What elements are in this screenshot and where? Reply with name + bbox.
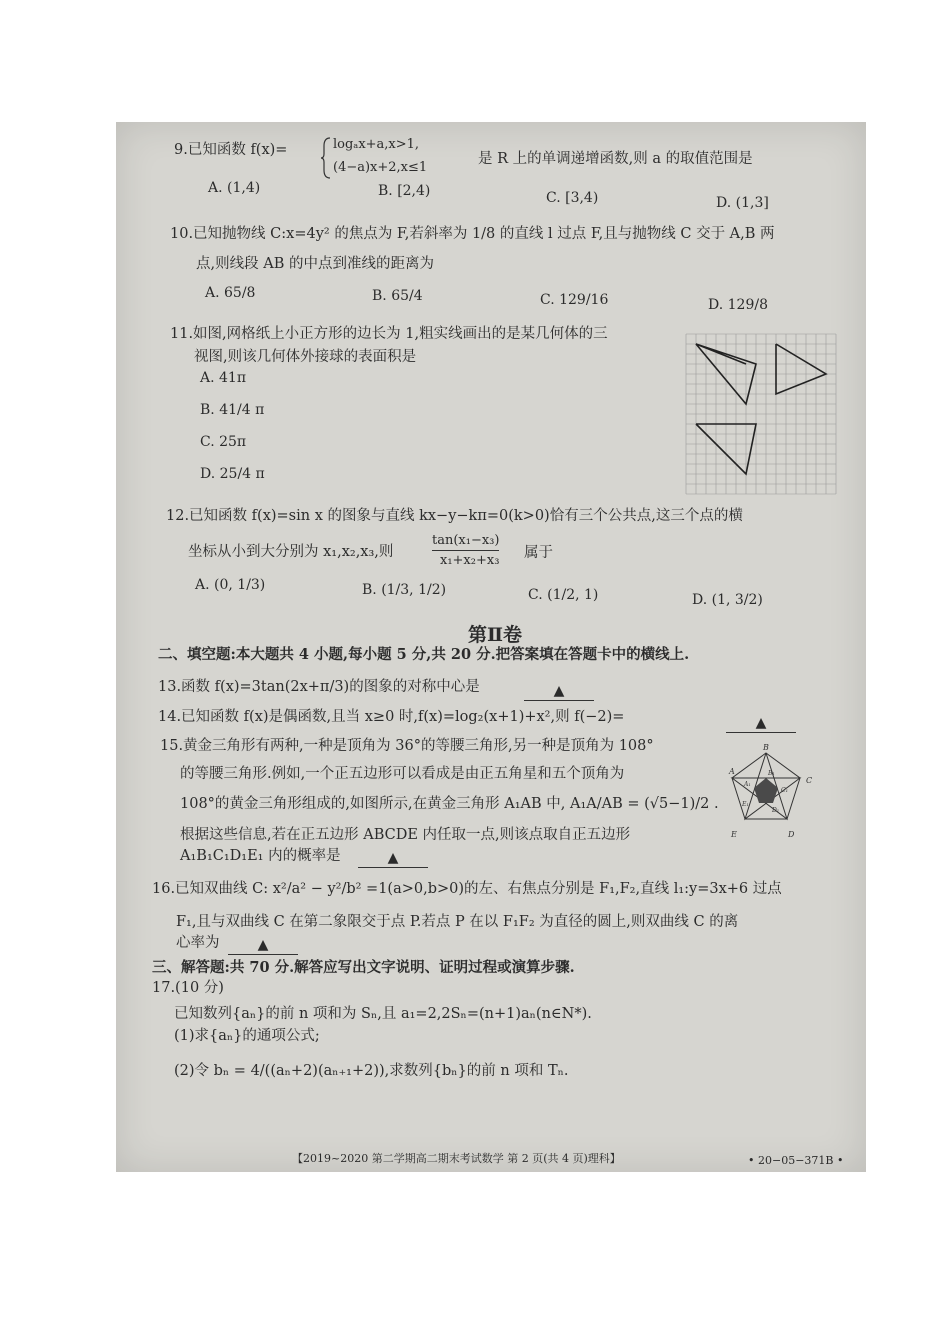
answer-triangle-icon: ▲ <box>257 937 269 953</box>
q17-line3: (2)令 bₙ = 4/((aₙ+2)(aₙ₊₁+2)),求数列{bₙ}的前 n 项和 Tₙ. <box>174 1063 569 1079</box>
q15-line3: 108°的黄金三角形组成的,如图所示,在黄金三角形 A₁AB 中, A₁A/AB = (√5−1)/2 . <box>180 796 719 812</box>
footer-code: • 20−05−371B • <box>748 1154 844 1167</box>
q10-option-c: C. 129/16 <box>540 292 609 308</box>
section2-heading: 二、填空题:本大题共 4 小题,每小题 5 分,共 20 分.把答案填在答题卡中的横线上. <box>158 646 690 663</box>
q16-line2: F₁,且与双曲线 C 在第二象限交于点 P.若点 P 在以 F₁F₂ 为直径的圆上,则双曲线 C 的离 <box>176 914 739 930</box>
answer-triangle-icon: ▲ <box>387 850 399 866</box>
q12-line2-pre: 坐标从小到大分别为 x₁,x₂,x₃,则 <box>188 544 394 560</box>
q9-option-d: D. (1,3] <box>716 195 769 211</box>
vertex-label-c1: C₁ <box>781 787 788 794</box>
answer-triangle-icon: ▲ <box>553 683 565 699</box>
q13-answer-blank[interactable] <box>524 682 594 701</box>
footer-page-info: 【2019~2020 第二学期高二期末考试数学 第 2 页(共 4 页)理科】 <box>292 1152 621 1165</box>
q10-line1: 10.已知抛物线 C:x=4y² 的焦点为 F,若斜率为 1/8 的直线 l 过点 F,且与抛物线 C 交于 A,B 两 <box>170 226 775 242</box>
q9-stem: 9.已知函数 f(x)= <box>174 142 288 158</box>
q11-line1: 11.如图,网格纸上小正方形的边长为 1,粗实线画出的是某几何体的三 <box>170 326 608 342</box>
q12-line1: 12.已知函数 f(x)=sin x 的图象与直线 kx−y−kπ=0(k>0)恰有三个公共点,这三个点的横 <box>166 508 743 524</box>
vertex-label-b1: B₁ <box>768 770 775 777</box>
q17-head: 17.(10 分) <box>152 980 224 996</box>
section3-heading: 三、解答题:共 70 分.解答应写出文字说明、证明过程或演算步骤. <box>152 959 575 976</box>
q16-line3: 心率为 <box>176 935 220 951</box>
q12-option-a: A. (0, 1/3) <box>195 577 266 593</box>
q15-answer-blank[interactable] <box>358 849 428 868</box>
q13-text: 13.函数 f(x)=3tan(2x+π/3)的图象的对称中心是 <box>158 679 480 695</box>
three-view-grid-figure <box>682 330 840 500</box>
q17-line2: (1)求{aₙ}的通项公式; <box>174 1028 320 1044</box>
q11-option-a: A. 41π <box>200 370 247 386</box>
q12-option-b: B. (1/3, 1/2) <box>362 582 447 598</box>
q12-frac-den: x₁+x₂+x₃ <box>440 553 500 568</box>
q16-answer-blank[interactable] <box>228 936 298 955</box>
q15-line5: A₁B₁C₁D₁E₁ 内的概率是 <box>180 848 341 864</box>
vertex-label-c: C <box>806 776 813 785</box>
vertex-label-a: A <box>729 767 735 776</box>
q9-case2: (4−a)x+2,x≤1 <box>333 160 428 175</box>
q12-option-c: C. (1/2, 1) <box>528 587 599 603</box>
q11-option-d: D. 25/4 π <box>200 466 265 482</box>
q14-text: 14.已知函数 f(x)是偶函数,且当 x≥0 时,f(x)=log₂(x+1)+x²,则 f(−2)= <box>158 709 625 725</box>
answer-triangle-icon: ▲ <box>755 715 767 731</box>
q9-option-a: A. (1,4) <box>208 180 261 196</box>
q10-option-b: B. 65/4 <box>372 288 423 304</box>
q10-option-d: D. 129/8 <box>708 297 768 313</box>
q14-answer-blank[interactable] <box>726 714 796 733</box>
q15-line2: 的等腰三角形.例如,一个正五边形可以看成是由正五角星和五个顶角为 <box>180 766 625 782</box>
q15-line4: 根据这些信息,若在正五边形 ABCDE 内任取一点,则该点取自正五边形 <box>180 827 631 843</box>
vertex-label-e: E <box>731 830 737 839</box>
piecewise-brace <box>320 136 332 180</box>
vertex-label-a1: A₁ <box>744 781 751 788</box>
q9-stem-post: 是 R 上的单调递增函数,则 a 的取值范围是 <box>478 151 753 167</box>
q17-line1: 已知数列{aₙ}的前 n 项和为 Sₙ,且 a₁=2,2Sₙ=(n+1)aₙ(n∈N*). <box>174 1006 592 1022</box>
part2-title: 第Ⅱ卷 <box>468 624 523 646</box>
vertex-label-d: D <box>788 830 795 839</box>
vertex-label-d1: D₁ <box>772 807 780 814</box>
q11-option-c: C. 25π <box>200 434 247 450</box>
q10-option-a: A. 65/8 <box>205 285 256 301</box>
q16-line1: 16.已知双曲线 C: x²/a² − y²/b² =1(a>0,b>0)的左、右焦点分别是 F₁,F₂,直线 l₁:y=3x+6 过点 <box>152 881 782 897</box>
q11-option-b: B. 41/4 π <box>200 402 265 418</box>
vertex-label-e1: E₁ <box>742 801 749 808</box>
q9-option-b: B. [2,4) <box>378 183 431 199</box>
q9-option-c: C. [3,4) <box>546 190 599 206</box>
q11-line2: 视图,则该几何体外接球的表面积是 <box>194 349 417 365</box>
q10-line2: 点,则线段 AB 的中点到准线的距离为 <box>196 256 434 272</box>
vertex-label-b: B <box>763 743 769 752</box>
side-view <box>776 344 826 394</box>
q9-case1: logₐx+a,x>1, <box>333 137 420 152</box>
q12-frac-num: tan(x₁−x₃) <box>432 532 499 551</box>
pentagon-star-figure <box>730 740 820 840</box>
q12-option-d: D. (1, 3/2) <box>692 592 763 608</box>
q12-line2-post: 属于 <box>524 545 553 561</box>
q15-line1: 15.黄金三角形有两种,一种是顶角为 36°的等腰三角形,另一种是顶角为 108° <box>160 738 654 754</box>
